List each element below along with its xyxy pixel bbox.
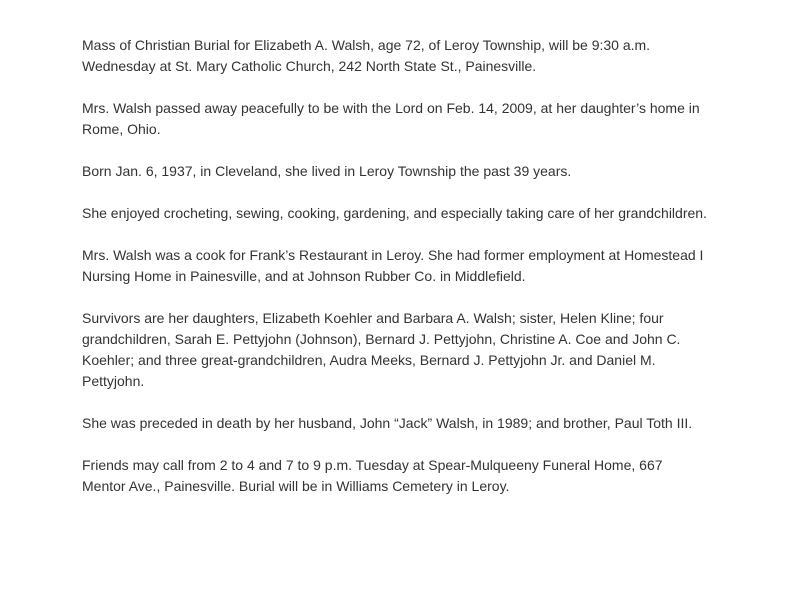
paragraph-hobbies: She enjoyed crocheting, sewing, cooking, gardening, and especially taking care of her grandchildren. xyxy=(82,205,707,221)
paragraph-passing: Mrs. Walsh passed away peacefully to be with the Lord on Feb. 14, 2009, at her daughter’s home in Rome, Ohio. xyxy=(82,100,700,137)
paragraph-survivors: Survivors are her daughters, Elizabeth Koehler and Barbara A. Walsh; sister, Helen Kline; four grandchildren, Sarah E. Pettyjohn (Johnson), Bernard J. Pettyjohn, Christine A. Coe and John C. Koehler; and three great-grandchildren, Audra Meeks, Bernard J. Pettyjohn Jr. and Daniel M. Pettyjohn. xyxy=(82,310,681,389)
paragraph-birth: Born Jan. 6, 1937, in Cleveland, she lived in Leroy Township the past 39 years. xyxy=(82,163,572,179)
paragraph-visitation: Friends may call from 2 to 4 and 7 to 9 p.m. Tuesday at Spear-Mulqueeny Funeral Home, 667 Mentor Ave., Painesville. Burial will be in Williams Cemetery in Leroy. xyxy=(82,457,663,494)
paragraph-service: Mass of Christian Burial for Elizabeth A. Walsh, age 72, of Leroy Township, will be 9:30 a.m. Wednesday at St. Mary Catholic Church, 242 North State St., Painesville. xyxy=(82,37,651,74)
obituary-article xyxy=(82,35,707,518)
paragraph-preceded: She was preceded in death by her husband, John “Jack” Walsh, in 1989; and brother, Paul Toth III. xyxy=(82,415,693,431)
paragraph-employment: Mrs. Walsh was a cook for Frank’s Restaurant in Leroy. She had former employment at Homestead I Nursing Home in Painesville, and at Johnson Rubber Co. in Middlefield. xyxy=(82,247,704,284)
